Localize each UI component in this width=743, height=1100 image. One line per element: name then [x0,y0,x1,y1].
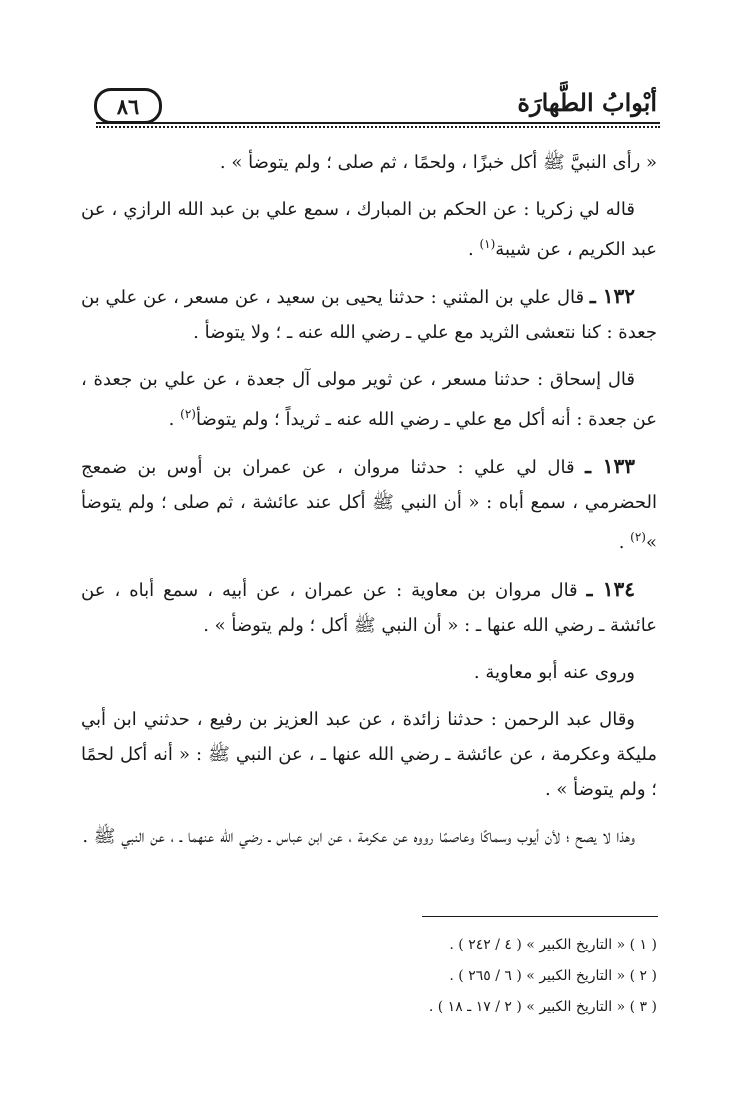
page-number: ٨٦ [116,93,140,119]
footnotes [81,930,657,1023]
paragraph: قال إسحاق : حدثنا مسعر ، عن ثوير مولى آل جعدة ، عن علي بن جعدة ، عن جعدة : أنه أكل مع علي ـ رضي الله عنه ـ ثريداً ؛ ولم يتوضأ$^{(٢)}$ . [81,369,657,430]
footnote-ref: (١) [479,237,496,251]
hadith-paragraph: ١٣٤ ـ قال مروان بن معاوية : عن عمران ، عن أبيه ، سمع أباه ، عن عائشة ـ رضي الله عنها ـ : « أن النبي ﷺ أكل ؛ ولم يتوضأ » . [81,577,657,636]
paragraph: وقال عبد الرحمن : حدثنا زائدة ، عن عبد العزيز بن رفيع ، حدثني ابن أبي مليكة وعكرمة ، عن عائشة ـ رضي الله عنها ـ ، عن النبي ﷺ : « أنه أكل لحمًا ؛ ولم يتوضأ » . [81,709,657,800]
chapter-title: أبْوابُ الطَّهارَة [517,88,657,117]
paragraph: قاله لي زكريا : عن الحكم بن المبارك ، سمع علي بن عبد الله الرازي ، عن عبد الكريم ، عن شيبة$^{(١)}$ . [81,199,657,260]
hadith-paragraph: ١٣٣ ـ قال لي علي : حدثنا مروان ، عن عمران بن أوس بن ضمعج الحضرمي ، سمع أباه : « أن النبي ﷺ أكل عند عائشة ، ثم صلى ؛ ولم يتوضأ »$^{(٢)}$ . [81,454,657,553]
page-header [0,86,743,134]
page-number-badge [94,88,162,124]
header-rule [96,122,660,124]
hadith-number: ١٣٢ ـ [589,284,635,308]
footnote: ( ٢ ) « التاريخ الكبير » ( ٦ / ٢٦٥ ) . [449,968,657,984]
footnote-rule [422,916,658,917]
header-rule-dotted [96,126,660,128]
paragraph: وهذا لا يصح ؛ لأن أيوب وسماكًا وعاصمًا رووه عن عكرمة ، عن ابن عباس ـ رضي الله عنهما ـ ، عن النبي ﷺ . [82,826,635,847]
paragraph: « رأى النبيَّ ﷺ أكل خبزًا ، ولحمًا ، ثم صلى ؛ ولم يتوضأ » . [219,152,657,173]
paragraph: وروى عنه أبو معاوية . [473,662,635,683]
main-text [81,145,657,854]
footnote-ref: (٢) [180,407,196,421]
hadith-paragraph: ١٣٢ ـ قال علي بن المثني : حدثنا يحيى بن سعيد ، عن مسعر ، عن علي بن جعدة : كنا نتعشى الثريد مع علي ـ رضي الله عنه ـ ؛ ولا يتوضأ . [81,284,657,343]
footnote: ( ٣ ) « التاريخ الكبير » ( ٢ / ١٧ ـ ١٨ ) . [428,999,657,1015]
footnote: ( ١ ) « التاريخ الكبير » ( ٤ / ٢٤٢ ) . [449,937,657,953]
footnote-ref: (٢) [630,530,646,544]
hadith-number: ١٣٤ ـ [586,577,636,601]
hadith-number: ١٣٣ ـ [585,454,636,478]
